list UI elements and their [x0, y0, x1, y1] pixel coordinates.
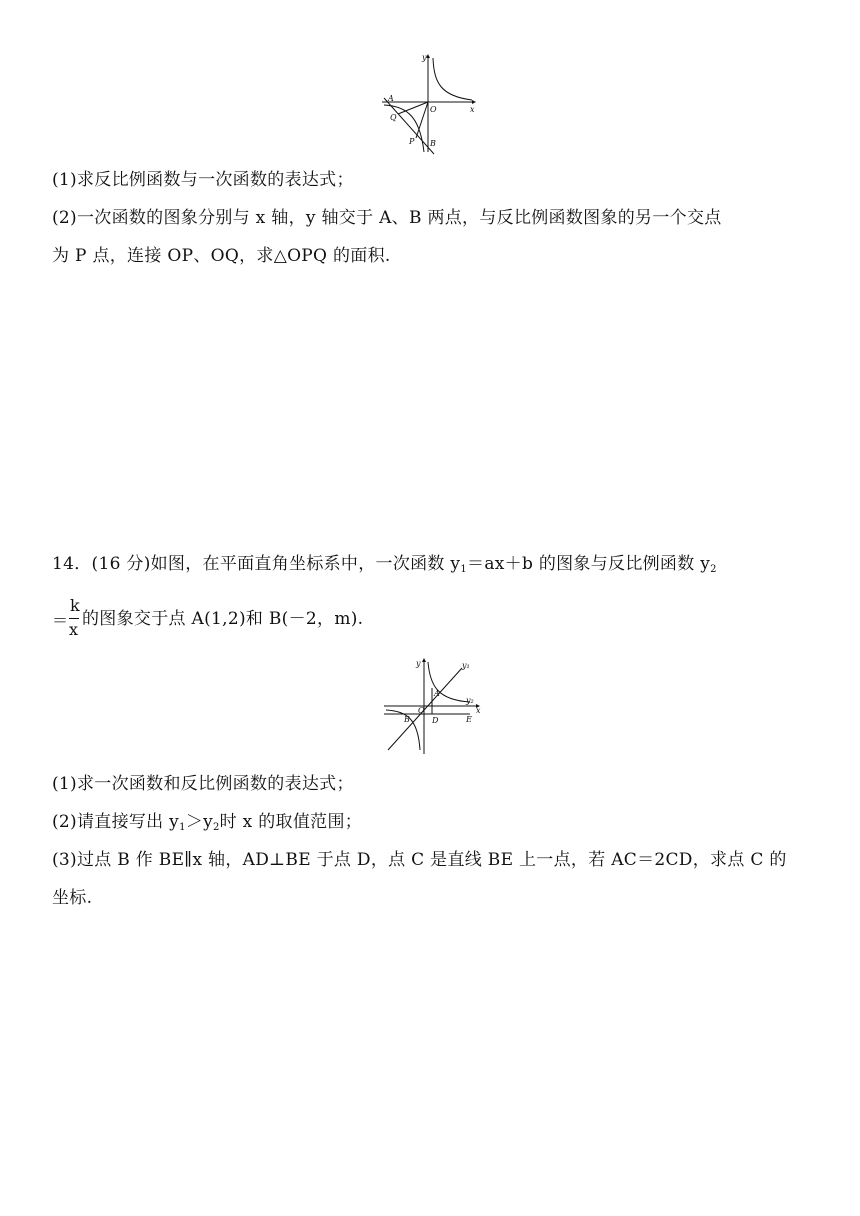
figure-2-svg — [380, 656, 484, 756]
q14-part2-sub1: 1 — [179, 822, 186, 833]
label-o: O — [430, 105, 437, 114]
fraction-denominator: x — [69, 620, 79, 639]
hyperbola-branch-3 — [386, 710, 420, 750]
q14-intro-sub1: 1 — [460, 564, 468, 575]
q14-intro-c: 的图象交于点 A(1,2)和 B(－2，m). — [82, 609, 364, 629]
fraction-k-over-x — [52, 596, 80, 644]
line-y1 — [388, 668, 462, 750]
q14-intro-a: 14．(16 分)如图，在平面直角坐标系中，一次函数 y — [52, 554, 461, 574]
figure-1-svg — [378, 52, 478, 156]
q14-intro-b: ＝ax＋b 的图象与反比例函数 y — [467, 554, 711, 574]
q14-part2-b: ＞y — [185, 812, 213, 832]
q14-part2-sub2: 2 — [212, 822, 220, 833]
segment-oq — [398, 102, 428, 114]
fraction-bar — [69, 618, 79, 619]
figure-1-graph — [378, 52, 478, 156]
figure-2-graph — [380, 656, 484, 756]
label-y1: y₁ — [462, 661, 470, 670]
label-x: x — [476, 706, 481, 715]
label-x: x — [470, 105, 475, 114]
label-o: O — [418, 706, 425, 715]
q14-part3-line2: 坐标. — [52, 888, 93, 908]
q14-intro-line1 — [52, 552, 717, 582]
label-a: A — [434, 689, 440, 698]
label-q: Q — [390, 113, 397, 122]
segment-op — [416, 102, 428, 138]
q14-part2-c: 时 x 的取值范围； — [219, 812, 363, 832]
q14-intro-sub2: 2 — [710, 564, 717, 575]
q13-part2-line2: 为 P 点，连接 OP、OQ，求△OPQ 的面积. — [52, 246, 391, 266]
q14-part2-a: (2)请直接写出 y — [52, 812, 180, 832]
hyperbola-branch-1 — [433, 58, 472, 100]
label-y: y — [422, 53, 427, 62]
label-p: P — [409, 137, 415, 146]
q13-part1: (1)求反比例函数与一次函数的表达式； — [52, 170, 354, 190]
fraction-numerator: k — [70, 596, 80, 615]
label-y: y — [416, 659, 421, 668]
q13-part2-line1: (2)一次函数的图象分别与 x 轴，y 轴交于 A、B 两点，与反比例函数图象的另一个交点 — [52, 208, 722, 228]
label-b: B — [404, 715, 410, 724]
equals-sign: ＝ — [52, 611, 69, 630]
q14-part1: (1)求一次函数和反比例函数的表达式； — [52, 774, 354, 794]
y-axis-arrow — [426, 54, 430, 58]
label-b: B — [430, 139, 436, 148]
label-d: D — [432, 716, 439, 725]
label-a: A — [388, 94, 394, 103]
y-axis-arrow — [422, 658, 426, 662]
q14-part2 — [52, 810, 362, 840]
q14-part3-line1: (3)过点 B 作 BE∥x 轴，AD⊥BE 于点 D，点 C 是直线 BE 上一点，若 AC＝2CD，求点 C 的 — [52, 850, 787, 870]
label-y2: y₂ — [466, 696, 474, 705]
label-e: E — [466, 715, 472, 724]
x-axis-arrow — [472, 100, 476, 104]
